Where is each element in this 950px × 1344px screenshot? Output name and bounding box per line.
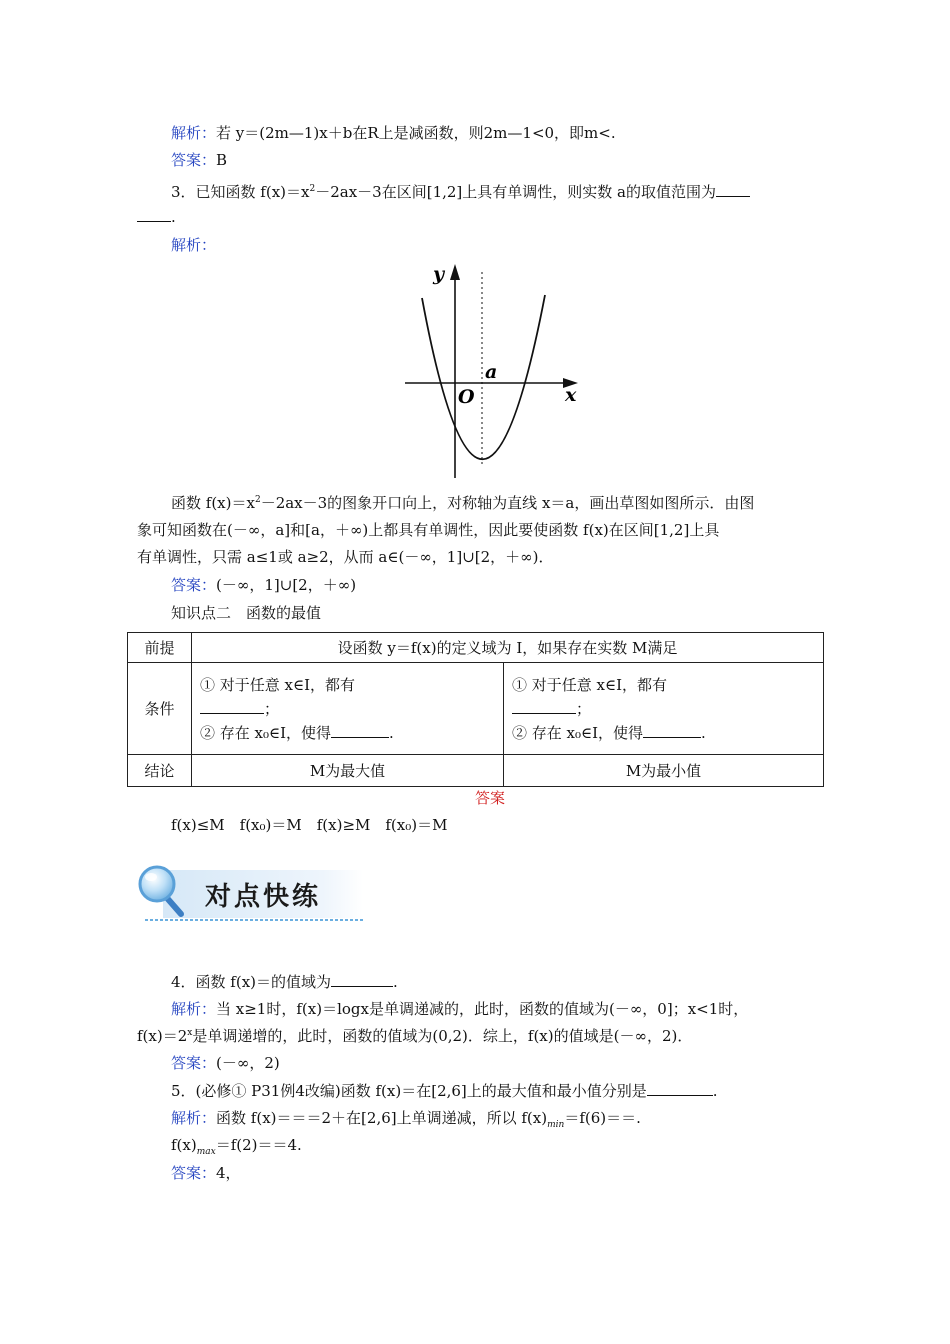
min-cond-line3: [504, 721, 823, 745]
q5-answer-value: 4，: [216, 1164, 241, 1182]
section2-title: 知识点二 函数的最值: [171, 604, 322, 622]
q3-para-2: 象可知函数在(－∞，a]和[a，＋∞)上都具有单调性，因此要使函数 f(x)在区间[1,2]上具: [137, 521, 720, 539]
conclusion-head: 结论: [128, 755, 192, 787]
q5-answer: [171, 1163, 241, 1183]
q4-stem: [171, 972, 398, 992]
q5-stem-text: 5．(必修① P31例4改编)函数 f(x)＝在[2,6]上的最大值和最小值分别是: [171, 1082, 647, 1100]
table-answer-text: f(x)≤M f(x₀)＝M f(x)≥M f(x₀)＝M: [171, 816, 448, 834]
q4-exp1: 当 x≥1时，f(x)＝logx是单调递减的，此时，函数的值域为(－∞，0]；x<1时，: [216, 1000, 749, 1018]
q4-explain-1: [171, 999, 748, 1019]
min-cond-line1: ① 对于任意 x∈I，都有: [512, 675, 668, 694]
q3-para1-a: 函数 f(x)＝x: [171, 494, 255, 512]
q4-stem-end: .: [393, 973, 398, 991]
q5-exp1-b: ＝f(6)＝＝.: [564, 1109, 641, 1127]
q3-para-3: 有单调性，只需 a≤1或 a≥2，从而 a∈(－∞，1]∪[2，＋∞)．: [137, 548, 554, 566]
daan-label: 答案：: [171, 1054, 217, 1072]
q3-para1-sup: 2: [254, 495, 261, 505]
q3-answer: [171, 575, 356, 595]
table-row: [128, 663, 824, 755]
max-cond-line2: [192, 697, 503, 721]
q4-answer: [171, 1053, 280, 1073]
q4-explain-2: [137, 1026, 692, 1046]
table-row: [128, 755, 824, 787]
max-blank-2: [331, 723, 389, 738]
q3-blank-1: [716, 182, 750, 197]
q4-exp2-sup: x: [187, 1028, 193, 1038]
q5-blank: [647, 1081, 713, 1096]
q2-answer: [171, 150, 227, 170]
q4-answer-value: (－∞，2): [216, 1054, 280, 1072]
max-end: .: [389, 723, 394, 742]
parabola-curve: [422, 295, 545, 459]
daan-label: 答案：: [171, 576, 217, 594]
jiexi-label: 解析：: [171, 1000, 217, 1018]
q3-sup: 2: [309, 184, 316, 194]
max-exist-text: ② 存在 x₀∈I，使得: [200, 723, 332, 742]
max-condition-cell: [192, 663, 504, 755]
q3-blank-2: [137, 207, 171, 222]
condition-head: 条件: [128, 663, 192, 755]
q5-exp2-a: f(x): [171, 1136, 197, 1154]
max-cond-line3: [192, 721, 503, 745]
parabola-graph: [395, 258, 585, 480]
q2-answer-value: B: [216, 151, 228, 169]
y-axis-arrow: [450, 264, 460, 280]
min-cond-line2: [504, 697, 823, 721]
q5-exp2-b: ＝f(2)＝＝4.: [215, 1136, 302, 1154]
table-answer-label: 答案: [475, 789, 506, 807]
graph-y-label: y: [433, 263, 445, 285]
q5-explain-2: [171, 1135, 302, 1155]
q5-exp1-sub: min: [547, 1120, 565, 1130]
banner-title: 对点快练: [205, 882, 322, 912]
q3-para1-b: －2ax－3的图象开口向上，对称轴为直线 x＝a，画出草图如图所示．由图: [260, 494, 755, 512]
daan-label: 答案：: [171, 1164, 217, 1182]
min-semicolon: ；: [576, 699, 592, 718]
q3-stem-a: 3．已知函数 f(x)＝x: [171, 183, 310, 201]
q5-explain-1: [171, 1108, 641, 1128]
min-conclusion: M为最小值: [504, 755, 824, 787]
graph-a-label: a: [485, 361, 498, 383]
q3-stem-cont: [137, 207, 176, 227]
q3-stem-b: －2ax－3在区间[1,2]上具有单调性，则实数 a的取值范围为: [315, 183, 716, 201]
jiexi-label: 解析：: [171, 124, 217, 142]
min-exist-text: ② 存在 x₀∈I，使得: [512, 723, 644, 742]
q4-stem-text: 4．函数 f(x)＝的值域为: [171, 973, 332, 991]
daan-label: 答案：: [171, 151, 217, 169]
table-row: [128, 633, 824, 663]
q3-stem: [171, 182, 750, 202]
jiexi-label: 解析：: [171, 236, 217, 254]
q5-stem-end: .: [712, 1082, 718, 1100]
premise-text: 设函数 y＝f(x)的定义域为 I，如果存在实数 M满足: [192, 633, 824, 663]
q3-answer-value: (－∞，1]∪[2，＋∞): [216, 576, 357, 594]
q3-jiexi: [171, 235, 216, 255]
min-end: .: [701, 723, 706, 742]
graph-x-label: x: [565, 384, 577, 406]
max-blank-1: [200, 699, 264, 714]
max-min-table: [127, 632, 824, 787]
min-condition-cell: [504, 663, 824, 755]
q2-explain-text: 若 y＝(2m—1)x＋b在R上是减函数，则2m—1<0，即m<.: [216, 124, 616, 142]
q4-blank: [331, 972, 393, 987]
min-blank-1: [512, 699, 576, 714]
q4-exp2-a: f(x)＝2: [137, 1027, 188, 1045]
practice-banner: [135, 862, 365, 924]
max-semicolon: ；: [264, 699, 280, 718]
q3-stem-end: .: [171, 208, 176, 226]
premise-head: 前提: [128, 633, 192, 663]
q5-exp1-a: 函数 f(x)＝＝＝2＋在[2,6]上单调递减，所以 f(x): [216, 1109, 548, 1127]
q3-para-1: [171, 493, 754, 513]
q5-exp2-sub: max: [196, 1147, 216, 1157]
jiexi-label: 解析：: [171, 1109, 217, 1127]
max-cond-line1: ① 对于任意 x∈I，都有: [200, 675, 356, 694]
min-blank-2: [643, 723, 701, 738]
graph-origin-label: O: [458, 386, 475, 408]
max-conclusion: M为最大值: [192, 755, 504, 787]
q2-explain: [171, 123, 616, 143]
q5-stem: [171, 1081, 718, 1101]
q4-exp2-b: 是单调递增的，此时，函数的值域为(0,2)．综上，f(x)的值域是(－∞，2)．: [192, 1027, 693, 1045]
